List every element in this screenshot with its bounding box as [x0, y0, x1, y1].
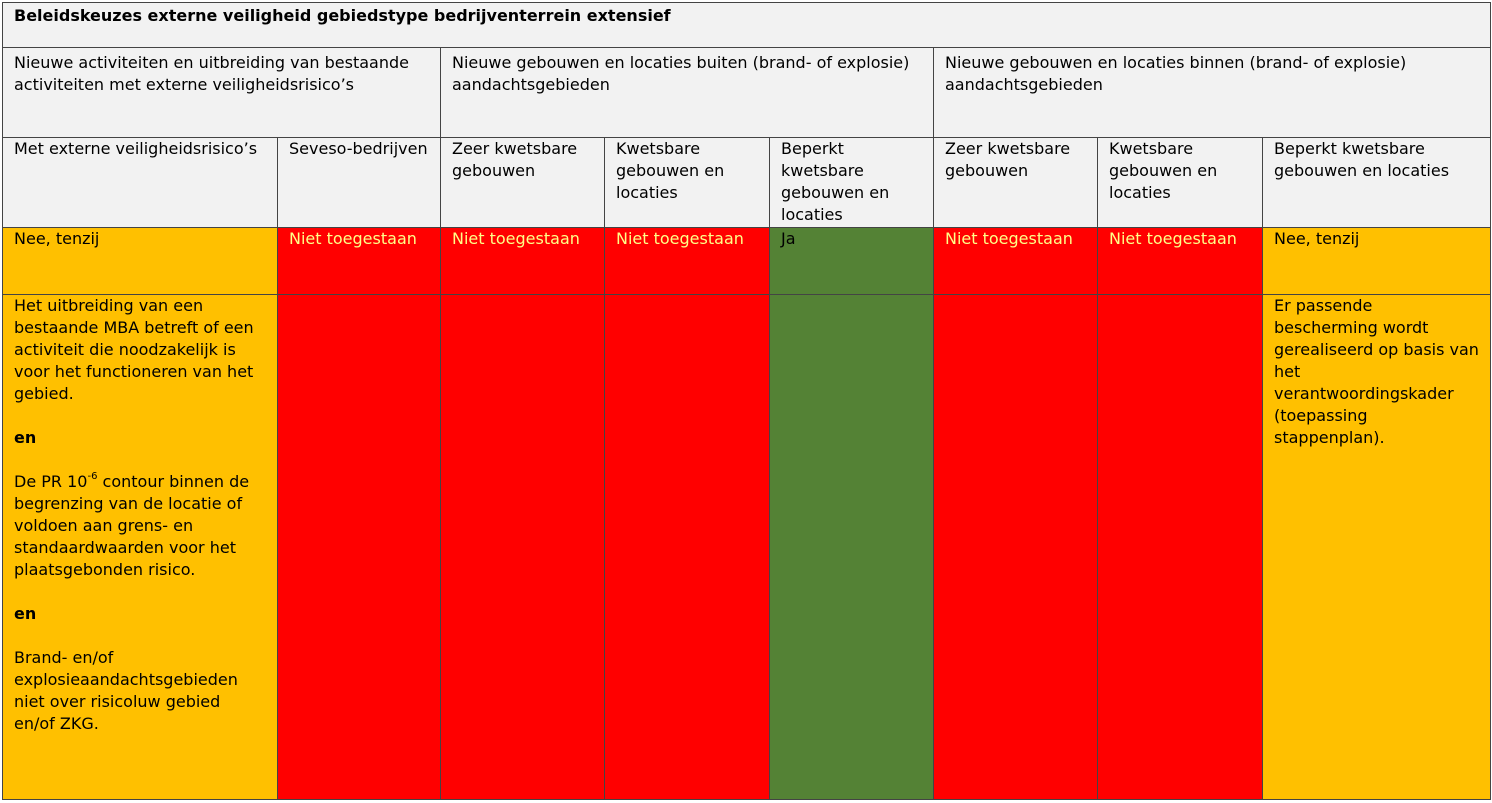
column-header: Beperkt kwetsbare gebouwen en locaties	[770, 138, 934, 228]
decision-cell: Ja	[770, 228, 934, 295]
condition-text	[14, 471, 266, 581]
column-header: Kwetsbare gebouwen en locaties	[605, 138, 770, 228]
column-header: Kwetsbare gebouwen en locaties	[1098, 138, 1263, 228]
decision-cell: Nee, tenzij	[3, 228, 278, 295]
empty-cell	[441, 295, 605, 800]
column-header: Zeer kwetsbare gebouwen	[441, 138, 605, 228]
and-label: en	[14, 428, 37, 447]
condition-cell-activities	[3, 295, 278, 800]
empty-cell	[770, 295, 934, 800]
decision-cell: Niet toegestaan	[605, 228, 770, 295]
exponent: -6	[87, 470, 98, 482]
policy-table	[2, 2, 1491, 800]
condition-text: Brand- en/of explosieaandachtsgebieden niet over risicoluw gebied en/of ZKG.	[14, 648, 238, 733]
column-header: Beperkt kwetsbare gebouwen en locaties	[1263, 138, 1491, 228]
condition-text: Het uitbreiding van een bestaande MBA betreft of een activiteit die noodzakelijk is voor het functioneren van het gebied.	[14, 296, 254, 403]
empty-cell	[605, 295, 770, 800]
decision-cell: Niet toegestaan	[934, 228, 1098, 295]
empty-cell	[1098, 295, 1263, 800]
empty-cell	[934, 295, 1098, 800]
decision-cell: Niet toegestaan	[278, 228, 441, 295]
condition-text-prefix: De PR 10	[14, 472, 88, 491]
empty-cell	[278, 295, 441, 800]
table-title: Beleidskeuzes externe veiligheid gebiedstype bedrijventerrein extensief	[3, 3, 1491, 48]
column-header: Seveso-bedrijven	[278, 138, 441, 228]
group-header-outside: Nieuwe gebouwen en locaties buiten (brand- of explosie) aandachtsgebieden	[441, 48, 934, 138]
decision-cell: Niet toegestaan	[441, 228, 605, 295]
and-label: en	[14, 604, 37, 623]
decision-cell: Nee, tenzij	[1263, 228, 1491, 295]
decision-cell: Niet toegestaan	[1098, 228, 1263, 295]
column-header: Met externe veiligheidsrisico’s	[3, 138, 278, 228]
group-header-inside: Nieuwe gebouwen en locaties binnen (brand- of explosie) aandachtsgebieden	[934, 48, 1491, 138]
column-header: Zeer kwetsbare gebouwen	[934, 138, 1098, 228]
condition-cell-right: Er passende bescherming wordt gerealiseerd op basis van het verantwoordingskader (toepassing stappenplan).	[1263, 295, 1491, 800]
group-header-activities: Nieuwe activiteiten en uitbreiding van bestaande activiteiten met externe veiligheidsrisico’s	[3, 48, 441, 138]
condition-text-suffix: contour binnen de begrenzing van de locatie of voldoen aan grens- en standaardwaarden voor het plaatsgebonden risico.	[14, 472, 250, 579]
